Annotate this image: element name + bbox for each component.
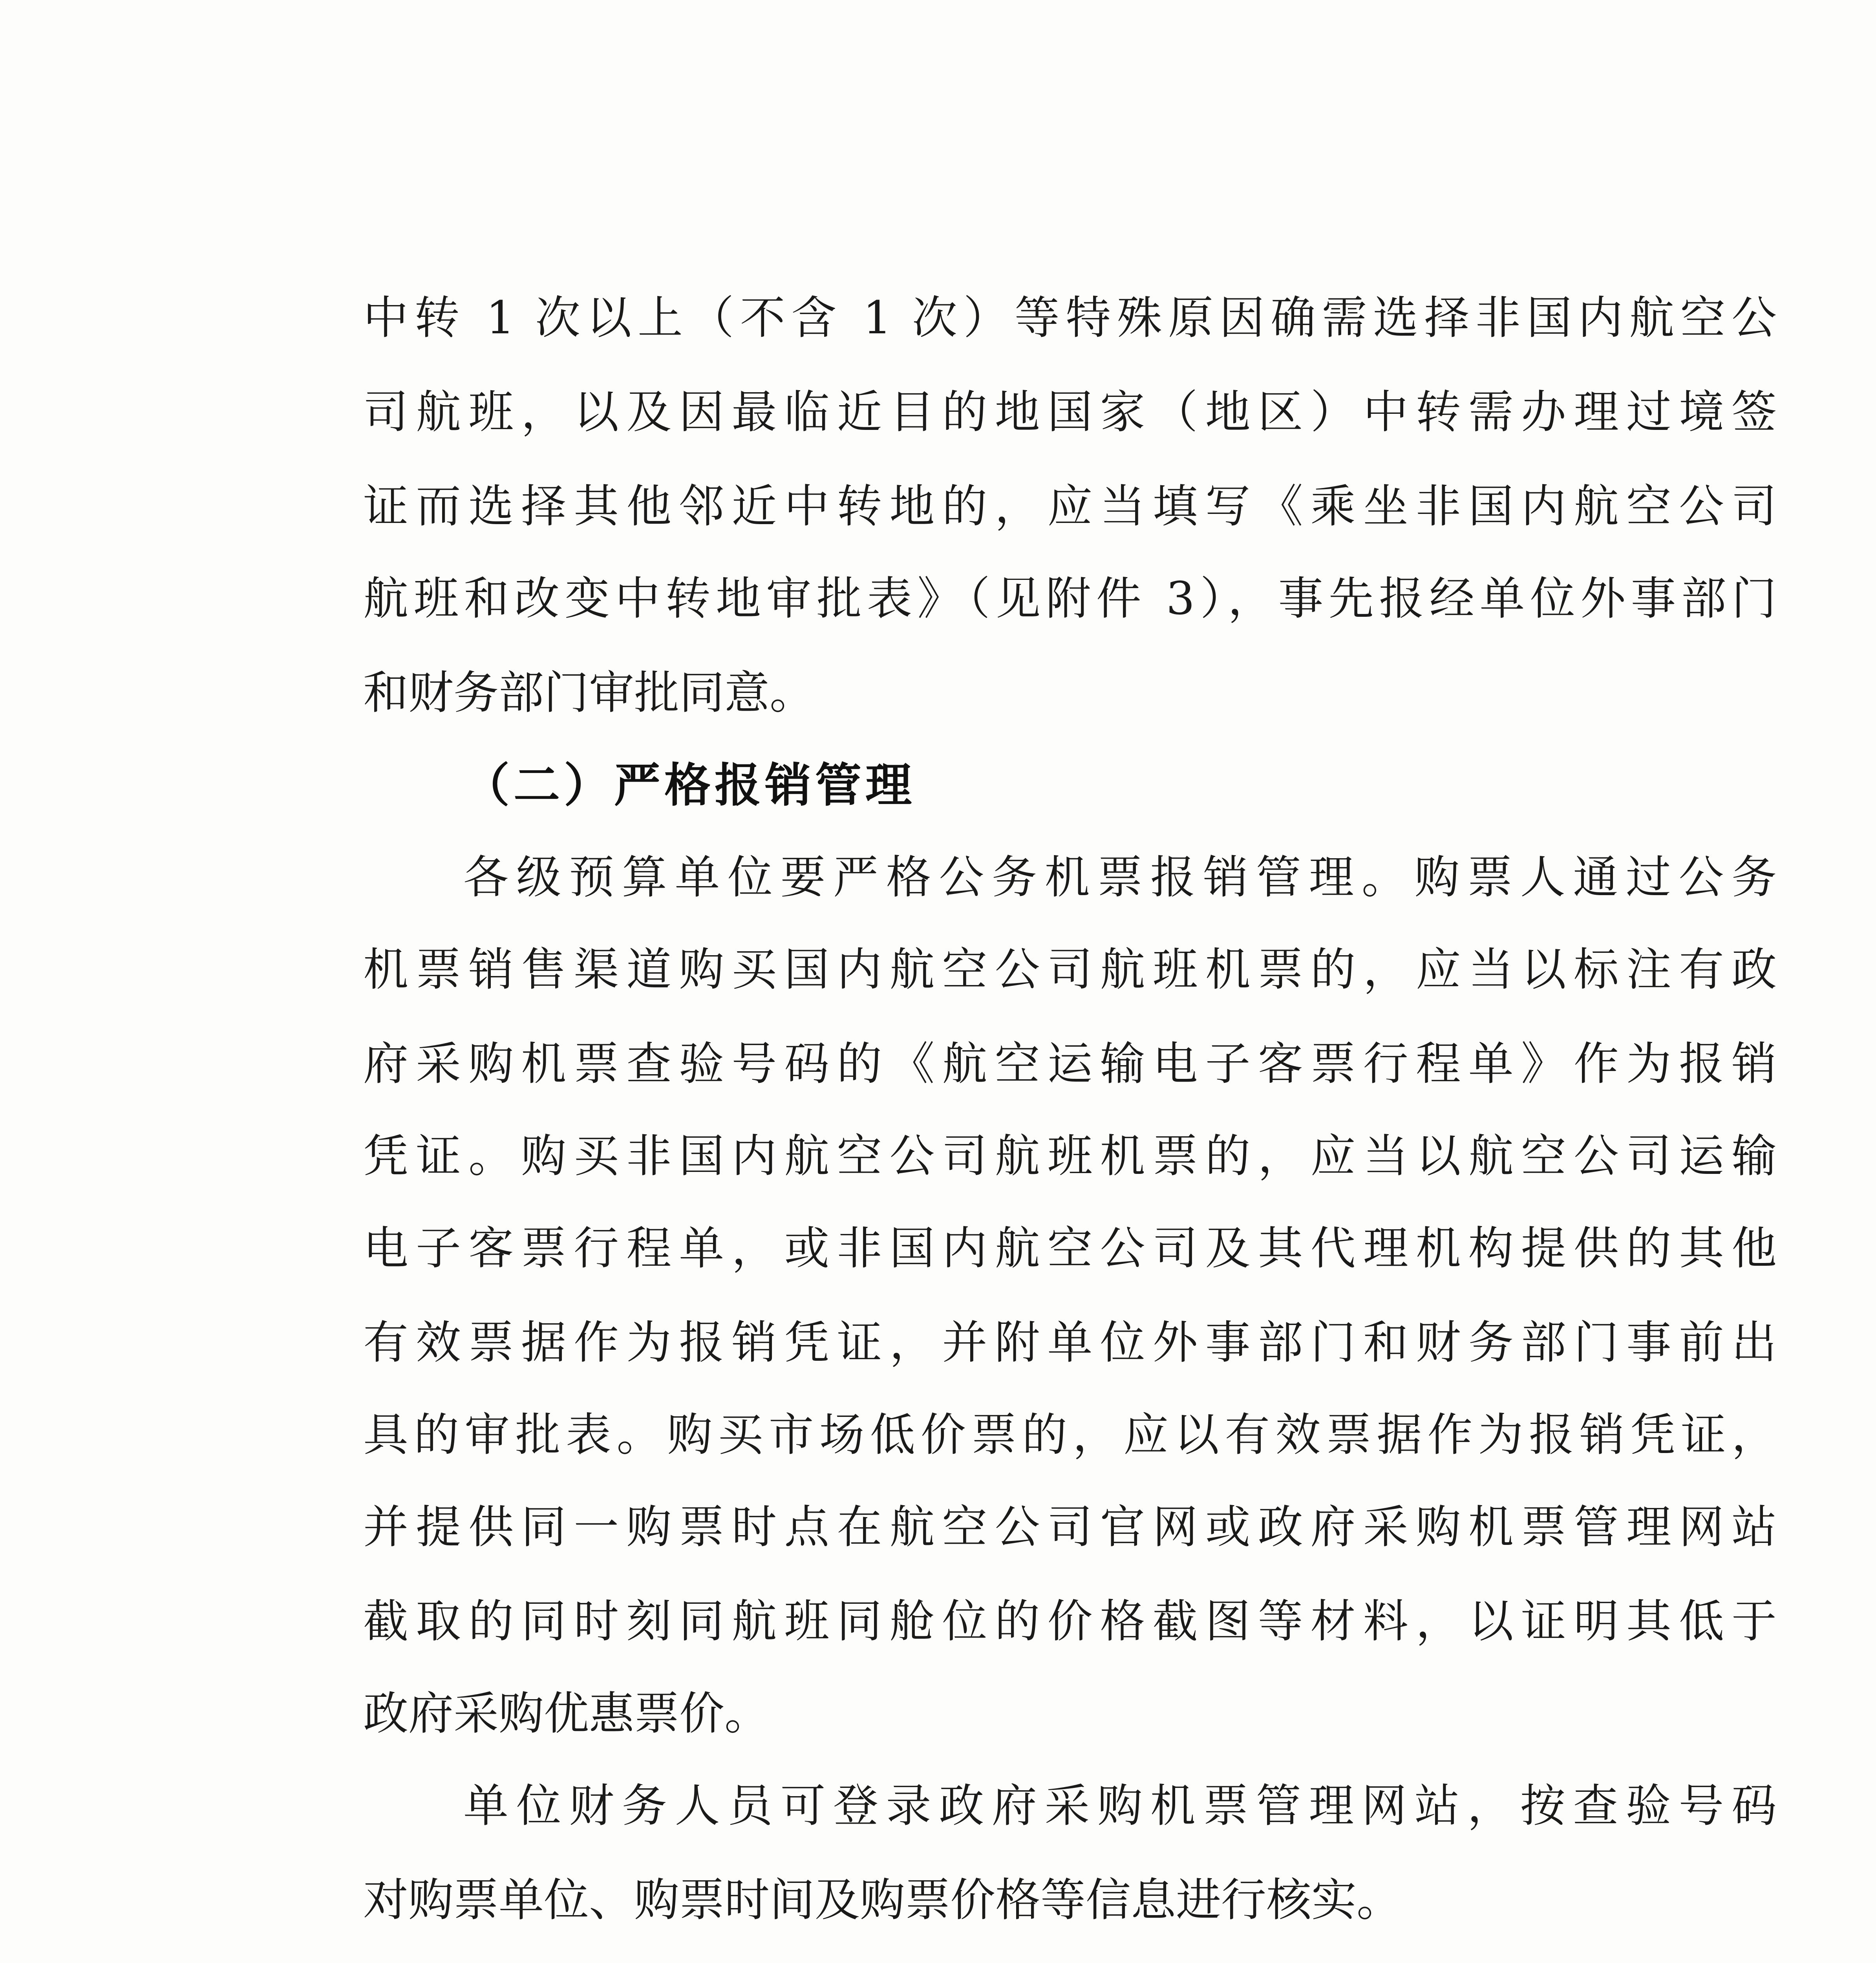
text-line: 电子客票行程单，或非国内航空公司及其代理机构提供的其他 xyxy=(363,1222,1777,1275)
text-line: 证而选择其他邻近中转地的，应当填写《乘坐非国内航空公司 xyxy=(363,480,1777,533)
text-line: 航班和改变中转地审批表》（见附件 3），事先报经单位外事部门 xyxy=(363,572,1777,625)
text-line: 政府采购优惠票价。 xyxy=(363,1687,770,1740)
text-line: 机票销售渠道购买国内航空公司航班机票的，应当以标注有政 xyxy=(363,943,1777,996)
text-line: 对购票单位、购票时间及购票价格等信息进行核实。 xyxy=(363,1874,1402,1926)
text-line: 各级预算单位要严格公务机票报销管理。购票人通过公务 xyxy=(463,851,1777,904)
text-line: 具的审批表。购买市场低价票的，应以有效票据作为报销凭证， xyxy=(363,1409,1777,1461)
text-line: 有效票据作为报销凭证，并附单位外事部门和财务部门事前出 xyxy=(363,1316,1777,1369)
text-line: 司航班，以及因最临近目的地国家（地区）中转需办理过境签 xyxy=(363,386,1777,439)
section-heading: （二）严格报销管理 xyxy=(463,758,916,812)
text-line: 凭证。购买非国内航空公司航班机票的，应当以航空公司运输 xyxy=(363,1130,1777,1183)
text-line: 并提供同一购票时点在航空公司官网或政府采购机票管理网站 xyxy=(363,1501,1777,1554)
text-line: 截取的同时刻同航班同舱位的价格截图等材料，以证明其低于 xyxy=(363,1595,1777,1648)
text-line: 单位财务人员可登录政府采购机票管理网站，按查验号码 xyxy=(463,1780,1777,1832)
text-line: 和财务部门审批同意。 xyxy=(363,667,815,719)
text-line: 府采购机票查验号码的《航空运输电子客票行程单》作为报销 xyxy=(363,1038,1777,1090)
text-line: 中转 1 次以上（不含 1 次）等特殊原因确需选择非国内航空公 xyxy=(363,292,1777,344)
